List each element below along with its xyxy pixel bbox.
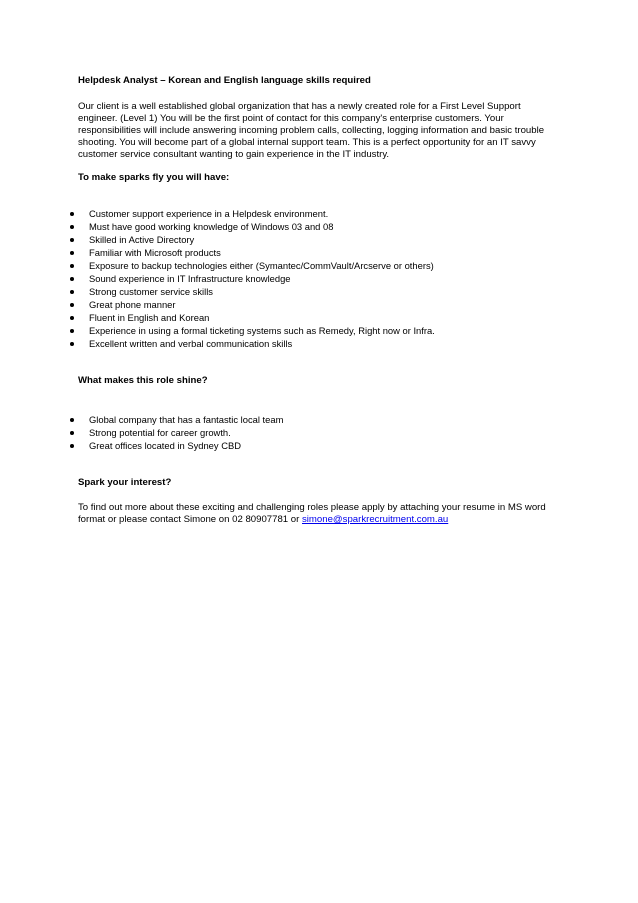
list-item <box>60 220 435 233</box>
list-item-text: Must have good working knowledge of Windows 03 and 08 <box>89 221 334 232</box>
bullet-icon <box>70 418 74 422</box>
shine-heading: What makes this role shine? <box>78 375 208 386</box>
list-item-text: Strong potential for career growth. <box>89 427 231 438</box>
list-item <box>60 426 283 439</box>
bullet-icon <box>70 316 74 320</box>
list-item <box>60 311 435 324</box>
intro-line: engineer. (Level 1) You will be the first point of contact for this company's enterprise customers. Your <box>78 113 504 125</box>
list-item <box>60 259 435 272</box>
contact-line: To find out more about these exciting and challenging roles please apply by attaching your resume in MS word <box>78 502 546 513</box>
list-item-text: Experience in using a formal ticketing systems such as Remedy, Right now or Infra. <box>89 325 435 336</box>
intro-line: customer service consultant wanting to gain experience in the IT industry. <box>78 149 390 161</box>
list-item <box>60 246 435 259</box>
bullet-icon <box>70 264 74 268</box>
list-item <box>60 324 435 337</box>
list-item <box>60 413 283 426</box>
interest-heading: Spark your interest? <box>78 477 172 488</box>
intro-paragraph <box>78 101 558 161</box>
intro-line: shooting. You will become part of a global internal support team. This is a perfect opportunity for an IT savvy <box>78 137 536 149</box>
list-item <box>60 207 435 220</box>
list-item <box>60 233 435 246</box>
bullet-icon <box>70 290 74 294</box>
bullet-icon <box>70 329 74 333</box>
list-item <box>60 337 435 350</box>
contact-paragraph <box>78 502 558 526</box>
list-item-text: Strong customer service skills <box>89 286 213 297</box>
bullet-icon <box>70 238 74 242</box>
requirements-heading: To make sparks fly you will have: <box>78 172 230 183</box>
bullet-icon <box>70 303 74 307</box>
email-link[interactable]: simone@sparkrecruitment.com.au <box>302 514 449 526</box>
list-item <box>60 285 435 298</box>
list-item-text: Great offices located in Sydney CBD <box>89 440 241 451</box>
shine-list <box>60 413 283 452</box>
list-item <box>60 439 283 452</box>
bullet-icon <box>70 431 74 435</box>
intro-line: responsibilities will include answering incoming problem calls, collecting, logging information and basic trouble <box>78 125 545 137</box>
requirements-list <box>60 207 435 350</box>
contact-line-text: format or please contact Simone on 02 80907781 or <box>78 514 302 526</box>
job-title: Helpdesk Analyst – Korean and English language skills required <box>78 75 371 86</box>
list-item-text: Global company that has a fantastic local team <box>89 414 284 425</box>
list-item-text: Skilled in Active Directory <box>89 234 195 245</box>
list-item-text: Sound experience in IT Infrastructure knowledge <box>89 273 291 284</box>
list-item <box>60 298 435 311</box>
bullet-icon <box>70 225 74 229</box>
bullet-icon <box>70 444 74 448</box>
list-item <box>60 272 435 285</box>
list-item-text: Fluent in English and Korean <box>89 312 210 323</box>
bullet-icon <box>70 342 74 346</box>
list-item-text: Customer support experience in a Helpdesk environment. <box>89 208 329 219</box>
intro-line: Our client is a well established global organization that has a newly created role for a First Level Support <box>78 101 521 112</box>
list-item-text: Excellent written and verbal communication skills <box>89 338 293 349</box>
list-item-text: Exposure to backup technologies either (Symantec/CommVault/Arcserve or others) <box>89 260 434 271</box>
list-item-text: Familiar with Microsoft products <box>89 247 221 258</box>
bullet-icon <box>70 212 74 216</box>
contact-line <box>78 514 558 526</box>
bullet-icon <box>70 251 74 255</box>
bullet-icon <box>70 277 74 281</box>
list-item-text: Great phone manner <box>89 299 176 310</box>
